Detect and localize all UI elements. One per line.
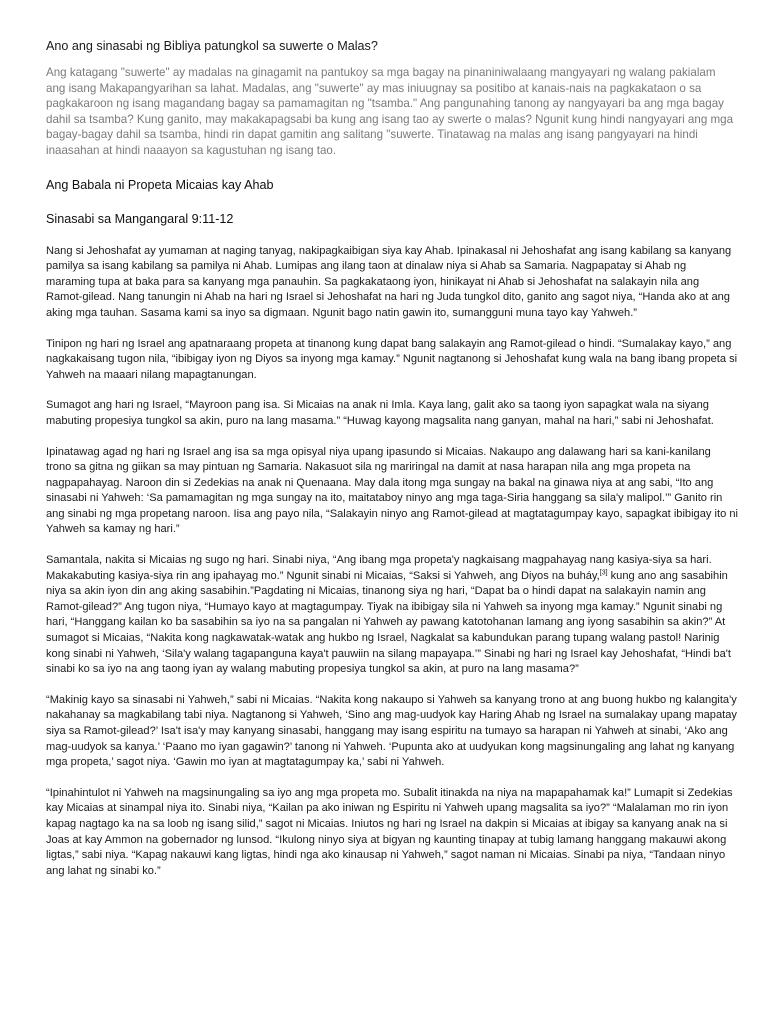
body-paragraph-5: [46, 553, 738, 678]
body-paragraph-4: Ipinatawag agad ng hari ng Israel ang isa sa mga opisyal niya upang ipasundo si Micaias. Nakaupo ang dalawang hari sa kani-kanilang trono sa gitna ng giikan sa may pintuan ng Samaria. Nakasuot sila ng mariringal na damit at nasa harapan nila ang mga propeta na nagpapahayag. Naroon din si Zedekias na anak ni Quenaana. May dala itong mga sungay na bakal na ginawa niya at ang sabi, “Ito ang sinasabi ni Yahweh: ‘Sa pamamagitan ng mga sungay na ito, maitataboy ninyo ang mga taga-Siria hanggang sa sila'y malipol.’” Ganito rin ang sinabi ng mga propetang naroon. Iisa ang payo nila, “Salakayin ninyo ang Ramot-gilead at magtatagumpay kayo, sapagkat ibibigay ito ni Yahweh sa kamay ng hari.”: [46, 445, 738, 536]
body-paragraph-5-part-2: kung ano ang sasabihin niya sa akin iyon din ang aking sasabihin.”Pagdating ni Micaias, tinanong siya ng hari, “Dapat ba o hindi dapat na salakayin namin ang Ramot-gilead?” Ang tugon niya, “Humayo kayo at magtagumpay. Tiyak na ibibigay sila ni Yahweh sa inyong mga kamay.” Ngunit sinabi ng hari, “Hanggang kailan ko ba sasabihin sa iyo na sa pangalan ni Yahweh ay pawang katotohanan lamang ang iyong sasabihin sa akin?” At sumagot si Micaias, “Nakita kong nagkawatak-watak ang hukbo ng Israel, Nagkalat sa kabundukan parang tupang walang pastol! Narinig kong sinabi ni Yahweh, ‘Sila'y walang tagapanguna kaya't pauwiin na silang mapayapa.’” Sinabi ng hari ng Israel kay Jehoshafat, “Hindi ba't sinabi ko sa iyo na ang taong iyan ay walang mabuting propesiya tungkol sa akin, at puro na lang masama?”: [46, 569, 731, 676]
scripture-reference: Sinasabi sa Mangangaral 9:11-12: [46, 211, 234, 226]
intro-paragraph: Ang katagang "suwerte" ay madalas na ginagamit na pantukoy sa mga bagay na pinaniniwalaang mangyayari ng walang pakialam ang isang Makapangyarihan sa lahat. Madalas, ang "suwerte" ay mas iniuugnay sa positibo at kanais-nais na pagkakataon o sa pagkakaroon ng isang magandang bagay sa pamamagitan ng "tsamba." Ang pangunahing tanong ay nangyayari ba ang mga bagay dahil sa tsamba? Kung ganito, may makakapagsabi ba kung ang isang tao ay swerte o malas? Ngunit kung hindi nangyayari ang mga bagay-bagay dahil sa tsamba, hindi rin dapat gamitin ang salitang "suwerte. Tinatawag na malas ang isang pangyayari na hindi inaasahan at hindi naaayon sa kagustuhan ng isang tao.: [46, 66, 734, 157]
body-paragraph-5-part-1: Samantala, nakita si Micaias ng sugo ng hari. Sinabi niya, “Ang ibang mga propeta'y nagkaisang magpahayag nang kasiya-siya sa hari. Makakabuting kasiya-siya rin ang ipahayag mo.” Ngunit sinabi ni Micaias, “Saksi si Yahweh, ang Diyos na buháy,: [46, 554, 712, 582]
body-paragraph-6: “Makinig kayo sa sinasabi ni Yahweh,” sabi ni Micaias. “Nakita kong nakaupo si Yahweh sa kanyang trono at ang buong hukbo ng kalangita'y nakahanay sa magkabilang tabi niya. Nagtanong si Yahweh, ‘Sino ang mag-uudyok kay Haring Ahab ng Israel na sumalakay upang mapatay siya sa Ramot-gilead?’ Isa't isa'y may kanyang sinasabi, hanggang may isang espiritu na tumayo sa harapan ni Yahweh at sinabi, ‘Ako ang mag-uudyok sa kanya.’ ‘Paano mo iyan gagawin?’ tanong ni Yahweh. ‘Pupunta ako at uudyukan kong magsinungaling ang lahat ng kanyang mga propeta,’ sagot niya. ‘Gawin mo iyan at magtatagumpay ka,’ sabi ni Yahweh.: [46, 693, 737, 769]
section-heading: Ang Babala ni Propeta Micaias kay Ahab: [46, 177, 274, 192]
footnote-marker[interactable]: [3]: [599, 568, 608, 576]
body-paragraph-7: “Ipinahintulot ni Yahweh na magsinungaling sa iyo ang mga propeta mo. Subalit itinakda na niya na mapapahamak ka!” Lumapit si Zedekias kay Micaias at sinampal niya ito. Sinabi niya, “Kailan pa ako iniwan ng Espiritu ni Yahweh upang magsalita sa iyo?” “Malalaman mo rin iyon kapag nagtago ka na sa loob ng isang silid,” sagot ni Micaias. Iniutos ng hari ng Israel na dakpin si Micaias at ibigay sa kanyang anak na si Joas at kay Ammon na gobernador ng lunsod. “Ikulong ninyo siya at bigyan ng kaunting tinapay at tubig lamang hanggang makauwi akong ligtas,” sabi niya. “Kapag nakauwi kang ligtas, hindi nga ako kinausap ni Yahweh,” sagot naman ni Micaias. Sinabi pa niya, “Tandaan ninyo ang lahat ng sinabi ko.”: [46, 786, 733, 877]
body-paragraph-3: Sumagot ang hari ng Israel, “Mayroon pang isa. Si Micaias na anak ni Imla. Kaya lang, galit ako sa taong iyon sapagkat wala na siyang mabuting propesiya tungkol sa akin, puro na lang masama.” “Huwag kayong magsalita nang ganyan, mahal na hari,” sabi ni Jehoshafat.: [46, 399, 714, 427]
body-paragraph-1: Nang si Jehoshafat ay yumaman at naging tanyag, nakipagkaibigan siya kay Ahab. Ipinakasal ni Jehoshafat ang isang kabilang sa kanyang pamilya sa isang kabilang sa pamilya ni Ahab. Lumipas ang ilang taon at dinalaw niya si Ahab sa Samaria. Nagpapatay si Ahab ng maraming tupa at baka para sa kanyang mga panauhin. Sa pagkakataong iyon, hinikayat ni Ahab si Jehoshafat na salakayin nila ang Ramot-gilead. Nang tanungin ni Ahab na hari ng Israel si Jehoshafat na hari ng Juda tungkol dito, ganito ang sagot niya, “Handa ako at ang aking mga tauhan. Sasama kami sa inyo sa digmaan. Ngunit bago natin gawin ito, sumangguni muna tayo kay Yahweh.”: [46, 244, 732, 319]
document-title: Ano ang sinasabi ng Bibliya patungkol sa suwerte o Malas?: [46, 39, 378, 53]
body-paragraph-2: Tinipon ng hari ng Israel ang apatnaraang propeta at tinanong kung dapat bang salakayin ang Ramot-gilead o hindi. “Sumalakay kayo,” ang nagkakaisang tugon nila, “ibibigay iyon ng Diyos sa inyong mga kamay.” Ngunit nagtanong si Jehoshafat kung wala na bang ibang propeta si Yahweh na maaari nilang mapagtanungan.: [46, 337, 738, 381]
